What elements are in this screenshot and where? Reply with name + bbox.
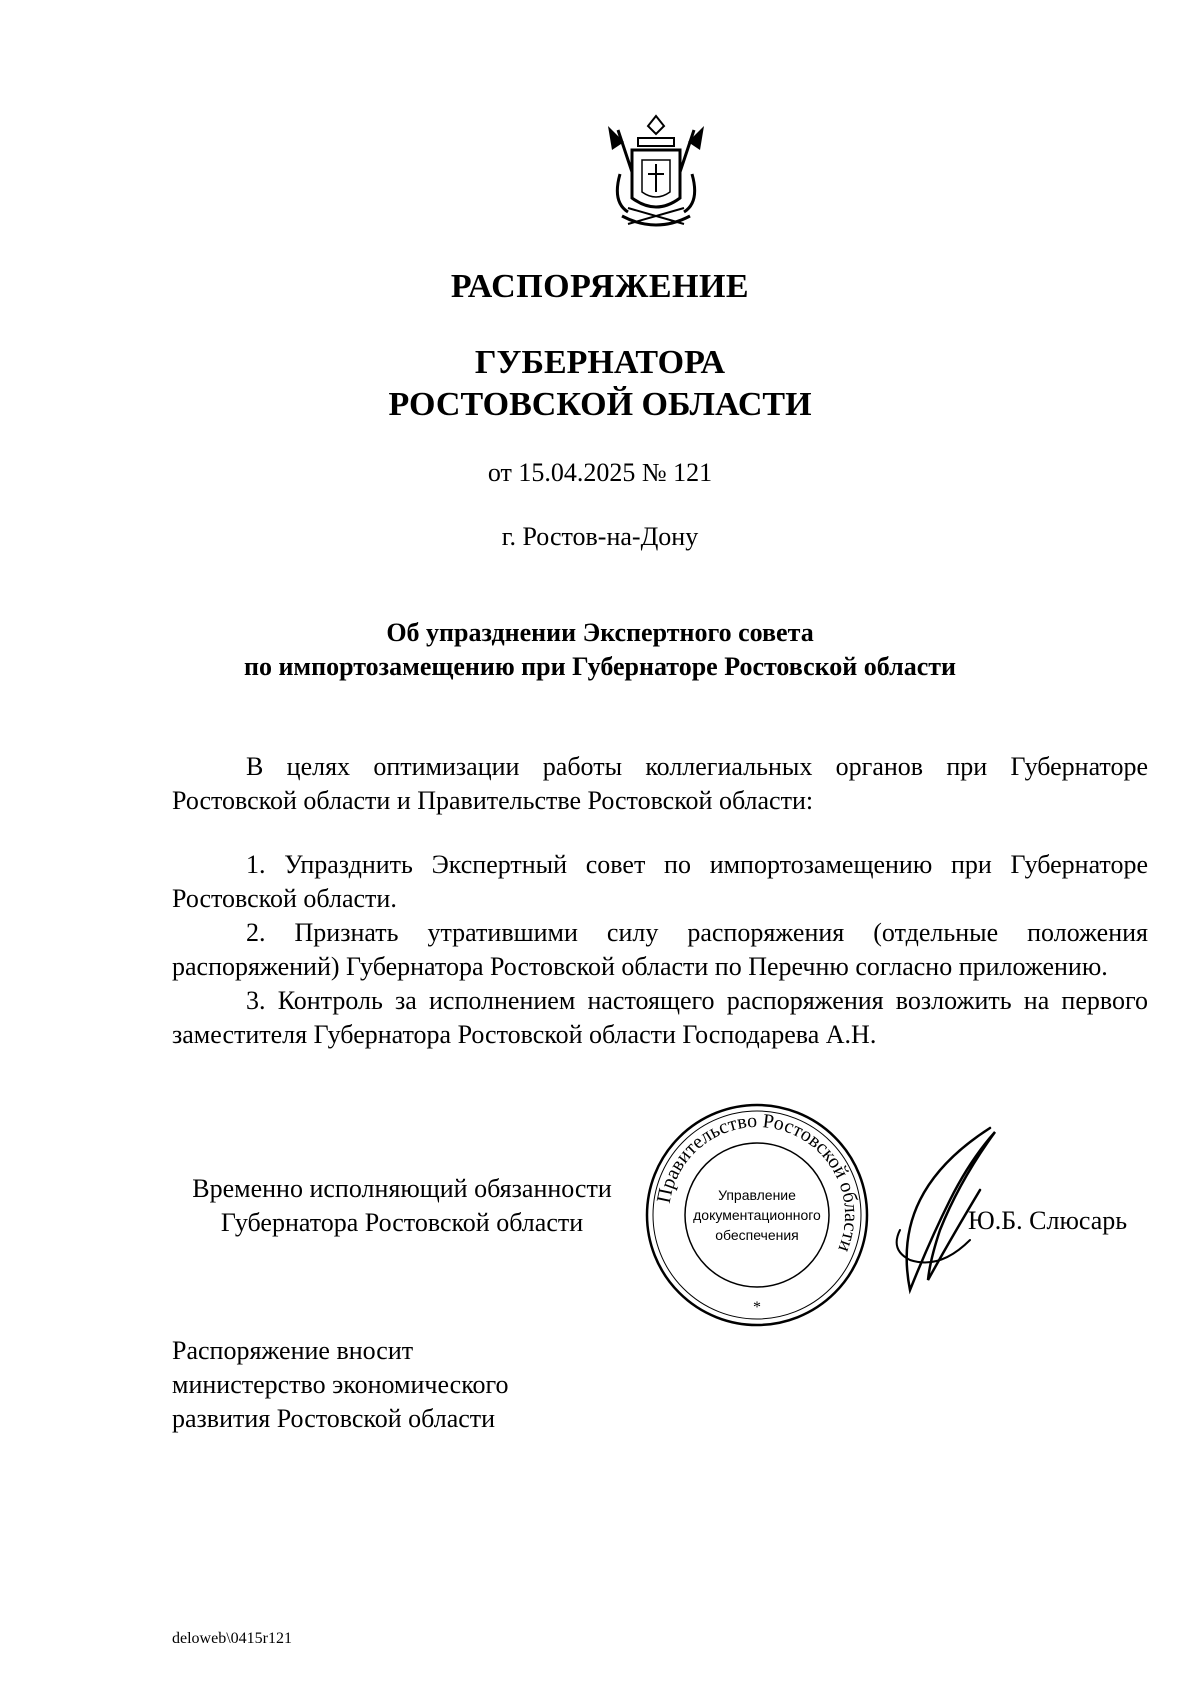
order-items <box>172 848 1148 1052</box>
order-item: 3. Контроль за исполнением настоящего распоряжения возложить на первого заместителя Губернатора Ростовской области Господарева А.Н. <box>172 986 1148 1049</box>
signatory-name: Ю.Б. Слюсарь <box>968 1206 1128 1235</box>
coat-of-arms-emblem <box>598 112 714 238</box>
submitter-line-2: министерство экономического <box>172 1370 509 1399</box>
subject-line-1: Об упразднении Экспертного совета <box>386 618 814 647</box>
official-seal-stamp <box>642 1100 872 1330</box>
subject-line-2: по импортозамещению при Губернаторе Ростовской области <box>243 652 957 681</box>
submitter-line-1: Распоряжение вносит <box>172 1336 414 1365</box>
city: г. Ростов-на-Дону <box>501 522 699 551</box>
seal-center-line-3: обеспечения <box>715 1227 799 1243</box>
signatory-position <box>172 1172 632 1240</box>
submitter-note <box>172 1334 509 1436</box>
seal-center-line-1: Управление <box>718 1187 796 1203</box>
order-item: 1. Упразднить Экспертный совет по импортозамещению при Губернаторе Ростовской области. <box>172 850 1148 913</box>
order-item: 2. Признать утратившими силу распоряжения (отдельные положения распоряжений) Губернатора Ростовской области по Перечню согласно приложению. <box>172 918 1148 981</box>
issuer-title <box>0 342 1200 426</box>
seal-center-line-2: документационного <box>693 1207 821 1223</box>
issuer-line-2: РОСТОВСКОЙ ОБЛАСТИ <box>388 386 812 423</box>
date-number: от 15.04.2025 № 121 <box>487 458 713 487</box>
signatory-position-line-1: Временно исполняющий обязанности <box>192 1174 612 1203</box>
seal-ring-text: Правительство Ростовской области <box>652 1109 863 1256</box>
preamble-paragraph: В целях оптимизации работы коллегиальных органов при Губернаторе Ростовской области и Правительстве Ростовской области: <box>172 752 1148 815</box>
seal-star-icon: * <box>753 1299 761 1316</box>
issuer-line-1: ГУБЕРНАТОРА <box>474 344 726 381</box>
document-type-title: РАСПОРЯЖЕНИЕ <box>450 268 750 305</box>
file-reference: deloweb\0415r121 <box>172 1630 292 1647</box>
submitter-line-3: развития Ростовской области <box>172 1404 496 1433</box>
subject-heading <box>0 616 1200 684</box>
signatory-position-line-2: Губернатора Ростовской области <box>220 1208 584 1237</box>
